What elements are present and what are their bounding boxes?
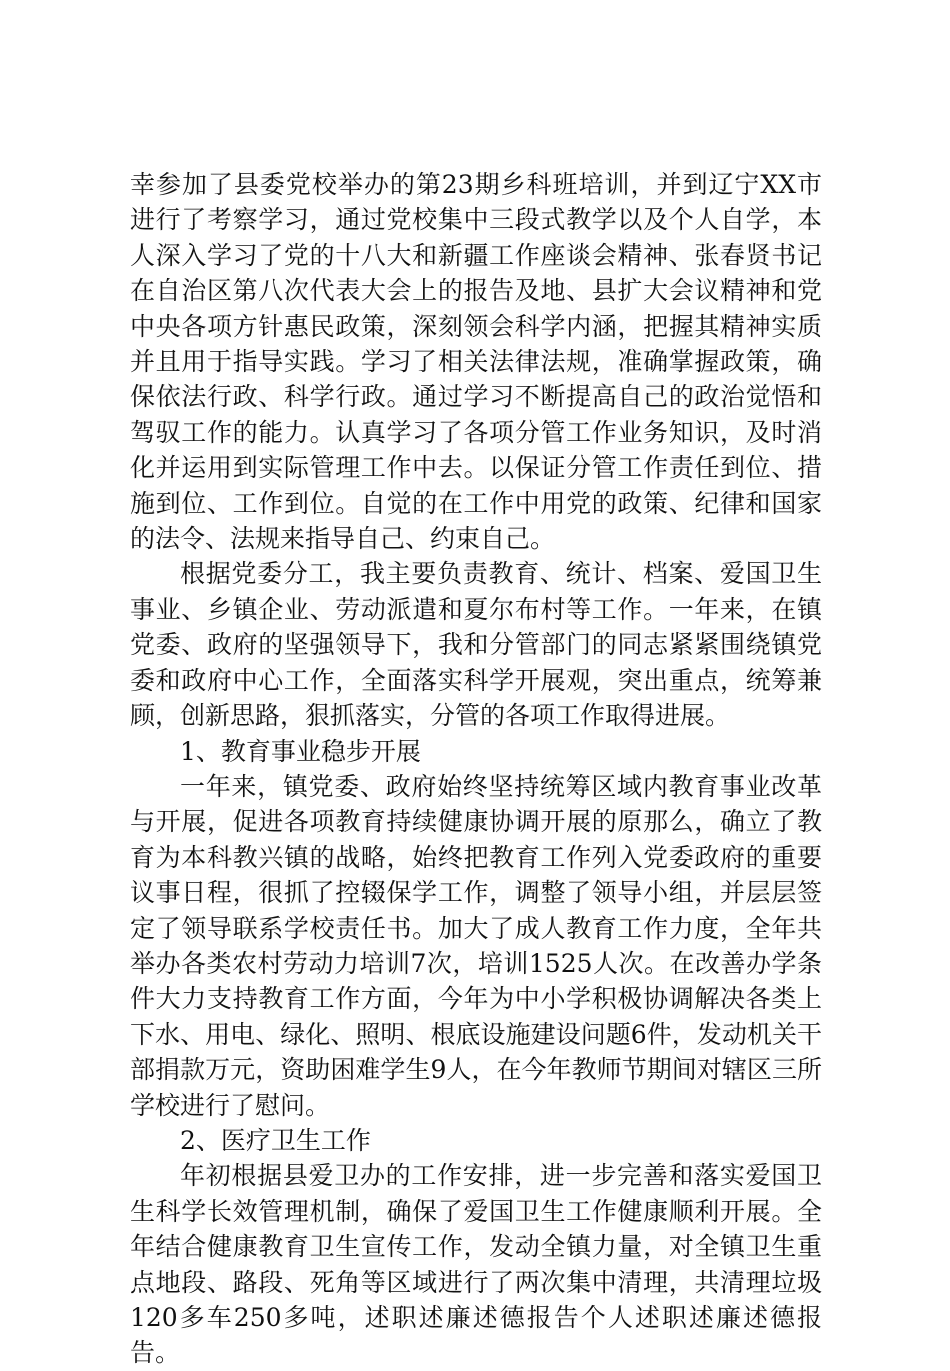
paragraph-education: 一年来，镇党委、政府始终坚持统筹区域内教育事业改革与开展，促进各项教育持续健康协调开展的原那么，确立了教育为本科教兴镇的战略，始终把教育工作列入党委政府的重要议事日程，很抓了控辍保学工作，调整了领导小组，并层层签定了领导联系学校责任书。加大了成人教育工作力度，全年共举办各类农村劳动力培训7次，培训1525人次。在改善办学条件大力支持教育工作方面，今年为中小学积极协调解决各类上下水、用电、绿化、照明、根底设施建设问题6件，发动机关干部捐款万元，资助困难学生9人，在今年教师节期间对辖区三所学校进行了慰问。 [130,771,822,1120]
paragraph-health: 年初根据县爱卫办的工作安排，进一步完善和落实爱国卫生科学长效管理机制，确保了爱国卫生工作健康顺利开展。全年结合健康教育卫生宣传工作，发动全镇力量，对全镇卫生重点地段、路段、死角等区域进行了两次集中清理，共清理垃圾120多车250多吨，述职述廉述德报告个人述职述廉述德报告。 [130,1161,822,1368]
paragraph-responsibilities: 根据党委分工，我主要负责教育、统计、档案、爱国卫生事业、乡镇企业、劳动派遣和夏尔布村等工作。一年来，在镇党委、政府的坚强领导下，我和分管部门的同志紧紧围绕镇党委和政府中心工作，全面落实科学开展观，突出重点，统筹兼顾，创新思路，狠抓落实，分管的各项工作取得进展。 [130,559,822,731]
paragraph-continued-training: 幸参加了县委党校举办的第23期乡科班培训，并到辽宁XX市进行了考察学习，通过党校集中三段式教学以及个人自学，本人深入学习了党的十八大和新疆工作座谈会精神、张春贤书记在自治区第八次代表大会上的报告及地、县扩大会议精神和党中央各项方针惠民政策，深刻领会科学内涵，把握其精神实质并且用于指导实践。学习了相关法律法规，准确掌握政策，确保依法行政、科学行政。通过学习不断提高自己的政治觉悟和驾驭工作的能力。认真学习了各项分管工作业务知识，及时消化并运用到实际管理工作中去。以保证分管工作责任到位、措施到位、工作到位。自觉的在工作中用党的政策、纪律和国家的法令、法规来指导自己、约束自己。 [130,170,822,554]
section-heading-health: 2、医疗卫生工作 [180,1125,371,1155]
section-heading-education: 1、教育事业稳步开展 [180,736,421,766]
document-body [130,167,822,1371]
